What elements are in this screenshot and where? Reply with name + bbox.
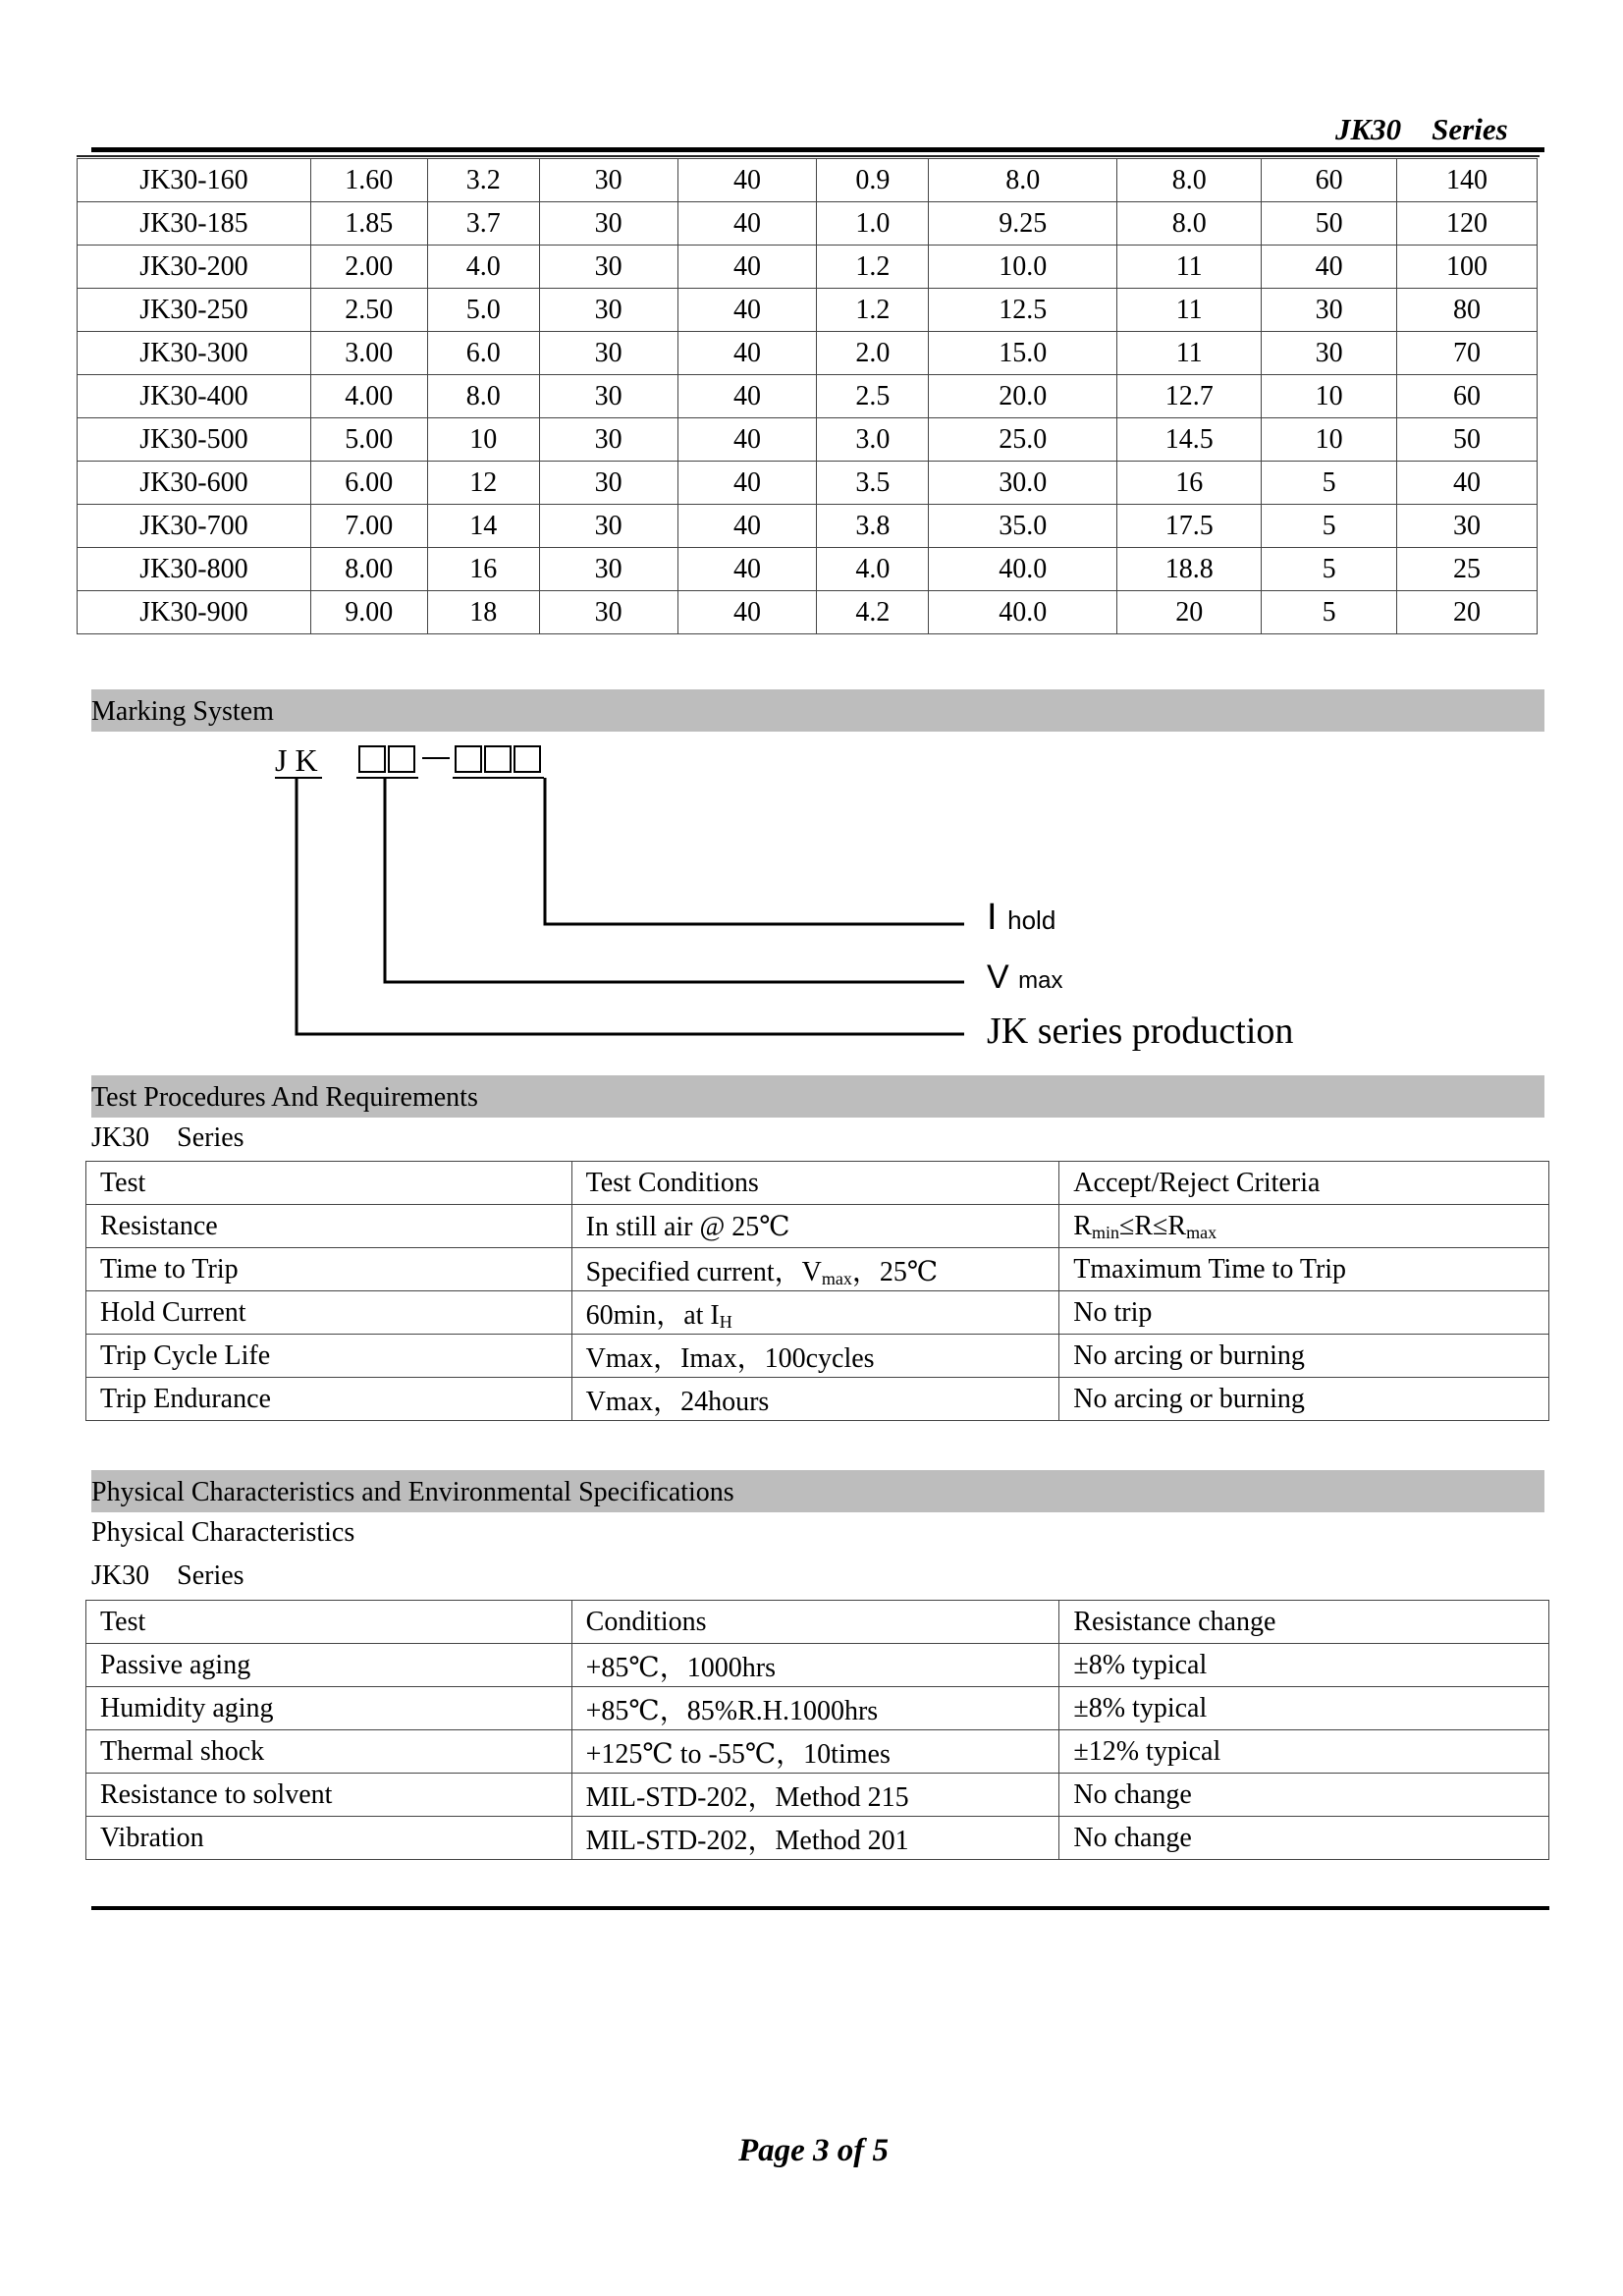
value-cell: 30 <box>539 332 677 375</box>
value-cell: 2.5 <box>817 375 929 418</box>
table-row: Resistance In still air @ 25℃ $R_{min}\le R\le R_{max}$ <box>86 1205 1549 1248</box>
value-cell: 40 <box>1262 246 1397 289</box>
value-cell: 40 <box>677 202 817 246</box>
physical-table <box>85 1600 1549 1860</box>
value-cell: 5.00 <box>310 418 427 462</box>
value-cell: 5 <box>1262 548 1397 591</box>
ihold-box-1 <box>456 746 481 772</box>
table-row <box>78 202 1538 246</box>
marking-code-prefix: J K <box>275 742 318 778</box>
value-cell: 4.2 <box>817 591 929 634</box>
marking-diagram <box>265 735 1365 1059</box>
value-cell: 40 <box>677 418 817 462</box>
value-cell: 140 <box>1397 159 1538 202</box>
value-cell: 5 <box>1262 505 1397 548</box>
value-cell: 11 <box>1117 289 1262 332</box>
section-bar-physical: Physical Characteristics and Environmental Specifications <box>91 1470 1544 1512</box>
value-cell: 18 <box>427 591 539 634</box>
value-cell: 40 <box>677 548 817 591</box>
ihold-box-3 <box>514 746 540 772</box>
value-cell: 30 <box>539 159 677 202</box>
value-cell: 30 <box>1397 505 1538 548</box>
value-cell: 4.0 <box>427 246 539 289</box>
table-row <box>78 332 1538 375</box>
part-number-cell: JK30-600 <box>78 462 311 505</box>
value-cell: 40 <box>677 332 817 375</box>
value-cell: 80 <box>1397 289 1538 332</box>
label-jk-series-production: JK series production <box>987 1011 1294 1052</box>
value-cell: 5 <box>1262 462 1397 505</box>
table-row <box>78 505 1538 548</box>
value-cell: 16 <box>427 548 539 591</box>
value-cell: 9.25 <box>929 202 1117 246</box>
header-cell: Conditions <box>571 1601 1059 1644</box>
part-number-cell: JK30-700 <box>78 505 311 548</box>
value-cell: 12.7 <box>1117 375 1262 418</box>
value-cell: 11 <box>1117 246 1262 289</box>
vmax-box-2 <box>389 746 414 772</box>
value-cell: 40 <box>677 591 817 634</box>
value-cell: 8.0 <box>1117 202 1262 246</box>
part-number-cell: JK30-200 <box>78 246 311 289</box>
label-vmax: V max <box>987 958 1063 996</box>
table-row <box>78 418 1538 462</box>
value-cell: 3.8 <box>817 505 929 548</box>
value-cell: 8.0 <box>1117 159 1262 202</box>
table-row: Humidity aging +85℃，85%R.H.1000hrs ±8% typical <box>86 1687 1549 1730</box>
table-row <box>78 548 1538 591</box>
value-cell: 30 <box>539 418 677 462</box>
table-row: Vibration MIL-STD-202，Method 201 No change <box>86 1817 1549 1860</box>
value-cell: 20 <box>1397 591 1538 634</box>
value-cell: 2.50 <box>310 289 427 332</box>
table-row: Hold Current 60min，at $I_H$ No trip <box>86 1291 1549 1335</box>
value-cell: 12.5 <box>929 289 1117 332</box>
value-cell: 3.5 <box>817 462 929 505</box>
value-cell: 40.0 <box>929 591 1117 634</box>
value-cell: 30 <box>539 462 677 505</box>
value-cell: 8.00 <box>310 548 427 591</box>
value-cell: 40 <box>677 375 817 418</box>
table-row <box>78 462 1538 505</box>
table-row: Thermal shock +125℃ to -55℃，10times ±12% typical <box>86 1730 1549 1774</box>
header-cell: Test Conditions <box>571 1162 1059 1205</box>
value-cell: 70 <box>1397 332 1538 375</box>
value-cell: 50 <box>1262 202 1397 246</box>
value-cell: 11 <box>1117 332 1262 375</box>
table-row <box>78 159 1538 202</box>
value-cell: 8.0 <box>929 159 1117 202</box>
value-cell: 20.0 <box>929 375 1117 418</box>
part-number-cell: JK30-300 <box>78 332 311 375</box>
section-bar-test-procedures: Test Procedures And Requirements <box>91 1075 1544 1118</box>
value-cell: 60 <box>1397 375 1538 418</box>
header-cell: Test <box>86 1601 572 1644</box>
header-cell: Accept/Reject Criteria <box>1059 1162 1549 1205</box>
value-cell: 4.00 <box>310 375 427 418</box>
value-cell: 6.0 <box>427 332 539 375</box>
series-header-title: JK30 Series <box>1335 112 1508 146</box>
value-cell: 1.2 <box>817 289 929 332</box>
ihold-box-2 <box>485 746 511 772</box>
value-cell: 16 <box>1117 462 1262 505</box>
value-cell: 30 <box>539 289 677 332</box>
value-cell: 40 <box>677 246 817 289</box>
value-cell: 8.0 <box>427 375 539 418</box>
table-row <box>78 246 1538 289</box>
header-cell: Test <box>86 1162 572 1205</box>
table-header-row <box>86 1601 1549 1644</box>
part-number-cell: JK30-185 <box>78 202 311 246</box>
hold-current-conditions: 60min，at $I_H$ <box>571 1291 1059 1335</box>
table-row <box>78 591 1538 634</box>
value-cell: 1.85 <box>310 202 427 246</box>
value-cell: 40 <box>1397 462 1538 505</box>
value-cell: 30 <box>1262 289 1397 332</box>
part-number-cell: JK30-900 <box>78 591 311 634</box>
resistance-criteria: $R_{min}\le R\le R_{max}$ <box>1059 1205 1549 1248</box>
value-cell: 25 <box>1397 548 1538 591</box>
section-bar-marking-system: Marking System <box>91 689 1544 732</box>
physical-series-label: JK30 Series <box>91 1560 244 1591</box>
value-cell: 10.0 <box>929 246 1117 289</box>
value-cell: 30 <box>539 548 677 591</box>
value-cell: 30 <box>1262 332 1397 375</box>
value-cell: 30 <box>539 202 677 246</box>
test-series-label: JK30 Series <box>91 1122 244 1153</box>
vmax-box-1 <box>359 746 385 772</box>
value-cell: 2.0 <box>817 332 929 375</box>
value-cell: 3.00 <box>310 332 427 375</box>
part-number-cell: JK30-400 <box>78 375 311 418</box>
value-cell: 1.2 <box>817 246 929 289</box>
value-cell: 40 <box>677 159 817 202</box>
table-header-row <box>86 1162 1549 1205</box>
footer-rule <box>91 1906 1549 1910</box>
value-cell: 5.0 <box>427 289 539 332</box>
page-number: Page 3 of 5 <box>738 2133 890 2168</box>
header-rule <box>91 147 1544 152</box>
value-cell: 1.0 <box>817 202 929 246</box>
value-cell: 10 <box>1262 418 1397 462</box>
table-row <box>78 289 1538 332</box>
value-cell: 1.60 <box>310 159 427 202</box>
value-cell: 17.5 <box>1117 505 1262 548</box>
header-rule-thin <box>77 155 1540 157</box>
table-row: Time to Trip Specified current，$V_{max}$，25℃ Tmaximum Time to Trip <box>86 1248 1549 1291</box>
table-row <box>78 375 1538 418</box>
value-cell: 3.2 <box>427 159 539 202</box>
value-cell: 100 <box>1397 246 1538 289</box>
value-cell: 60 <box>1262 159 1397 202</box>
value-cell: 4.0 <box>817 548 929 591</box>
value-cell: 18.8 <box>1117 548 1262 591</box>
value-cell: 0.9 <box>817 159 929 202</box>
value-cell: 30 <box>539 375 677 418</box>
value-cell: 12 <box>427 462 539 505</box>
test-procedures-table <box>85 1161 1549 1421</box>
spec-table <box>77 158 1538 634</box>
value-cell: 40 <box>677 289 817 332</box>
part-number-cell: JK30-800 <box>78 548 311 591</box>
value-cell: 30 <box>539 246 677 289</box>
value-cell: 2.00 <box>310 246 427 289</box>
value-cell: 15.0 <box>929 332 1117 375</box>
value-cell: 9.00 <box>310 591 427 634</box>
table-row: Passive aging +85℃，1000hrs ±8% typical <box>86 1644 1549 1687</box>
value-cell: 20 <box>1117 591 1262 634</box>
label-ihold: I hold <box>987 897 1056 938</box>
value-cell: 25.0 <box>929 418 1117 462</box>
table-row: Resistance to solvent MIL-STD-202，Method 215 No change <box>86 1774 1549 1817</box>
value-cell: 30 <box>539 591 677 634</box>
value-cell: 3.0 <box>817 418 929 462</box>
value-cell: 10 <box>1262 375 1397 418</box>
header-cell: Resistance change <box>1059 1601 1549 1644</box>
value-cell: 14.5 <box>1117 418 1262 462</box>
table-row: Trip Cycle Life Vmax，Imax，100cycles No arcing or burning <box>86 1335 1549 1378</box>
part-number-cell: JK30-160 <box>78 159 311 202</box>
value-cell: 40.0 <box>929 548 1117 591</box>
value-cell: 14 <box>427 505 539 548</box>
value-cell: 50 <box>1397 418 1538 462</box>
value-cell: 40 <box>677 462 817 505</box>
value-cell: 7.00 <box>310 505 427 548</box>
value-cell: 30.0 <box>929 462 1117 505</box>
value-cell: 35.0 <box>929 505 1117 548</box>
value-cell: 40 <box>677 505 817 548</box>
table-row: Trip Endurance Vmax，24hours No arcing or burning <box>86 1378 1549 1421</box>
value-cell: 30 <box>539 505 677 548</box>
value-cell: 10 <box>427 418 539 462</box>
value-cell: 5 <box>1262 591 1397 634</box>
value-cell: 3.7 <box>427 202 539 246</box>
value-cell: 6.00 <box>310 462 427 505</box>
part-number-cell: JK30-500 <box>78 418 311 462</box>
time-to-trip-conditions: Specified current，$V_{max}$，25℃ <box>571 1248 1059 1291</box>
physical-subtitle: Physical Characteristics <box>91 1517 355 1548</box>
part-number-cell: JK30-250 <box>78 289 311 332</box>
value-cell: 120 <box>1397 202 1538 246</box>
